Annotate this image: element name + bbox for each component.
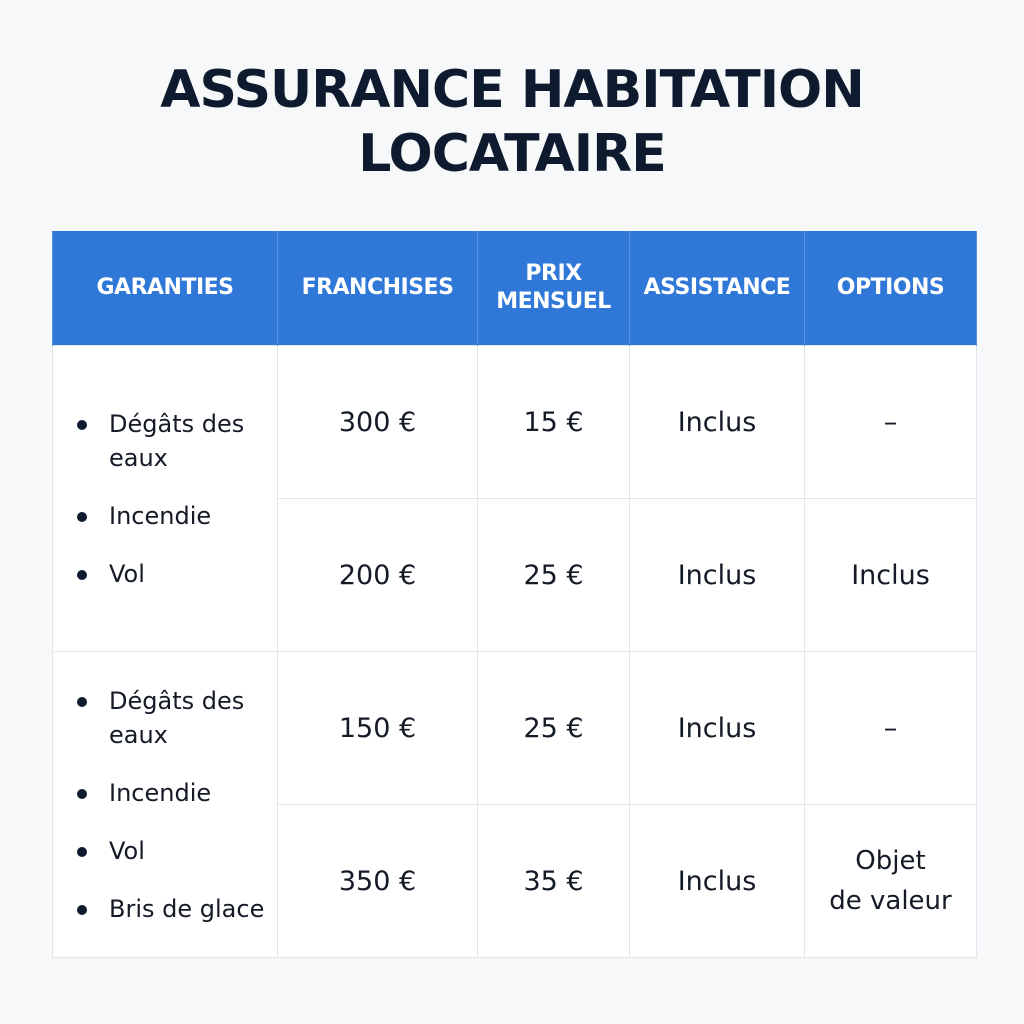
option-cell: Inclus (805, 499, 977, 652)
guarantee-item: Incendie (75, 499, 277, 533)
guarantees-list (75, 684, 277, 926)
option-text-line-2: de valeur (829, 886, 952, 916)
guarantee-item: Vol (75, 557, 277, 591)
header-options: OPTIONS (805, 231, 977, 346)
price-cell: 15 € (478, 346, 630, 499)
guarantees-list (75, 407, 277, 591)
table-row (53, 346, 977, 499)
franchise-cell: 200 € (278, 499, 478, 652)
page-title-line-1: ASSURANCE HABITATION (160, 60, 864, 120)
assistance-cell: Inclus (630, 346, 805, 499)
option-cell: – (805, 652, 977, 805)
header-franchises: FRANCHISES (278, 231, 478, 346)
franchise-cell: 350 € (278, 805, 478, 958)
guarantee-item: Dégâts des eaux (75, 684, 277, 752)
header-guarantees: GARANTIES (53, 231, 278, 346)
guarantee-item: Incendie (75, 776, 277, 810)
table-row (53, 652, 977, 805)
guarantee-item: Vol (75, 834, 277, 868)
guarantees-cell-group-1 (53, 346, 278, 652)
option-text (829, 841, 951, 921)
page-title (0, 58, 1024, 186)
option-cell: – (805, 346, 977, 499)
header-assistance: ASSISTANCE (630, 231, 805, 346)
guarantees-cell-group-2 (53, 652, 278, 958)
assistance-cell: Inclus (630, 652, 805, 805)
page-title-line-2: LOCATAIRE (358, 124, 666, 184)
franchise-cell: 300 € (278, 346, 478, 499)
table-header-row (53, 231, 977, 346)
option-cell (805, 805, 977, 958)
assistance-cell: Inclus (630, 499, 805, 652)
price-cell: 35 € (478, 805, 630, 958)
insurance-comparison-table (52, 231, 977, 958)
guarantee-item: Bris de glace (75, 892, 277, 926)
header-monthly-price: PRIX MENSUEL (478, 231, 630, 346)
franchise-cell: 150 € (278, 652, 478, 805)
guarantee-item: Dégâts des eaux (75, 407, 277, 475)
price-cell: 25 € (478, 499, 630, 652)
assistance-cell: Inclus (630, 805, 805, 958)
option-text-line-1: Objet (855, 846, 926, 876)
price-cell: 25 € (478, 652, 630, 805)
